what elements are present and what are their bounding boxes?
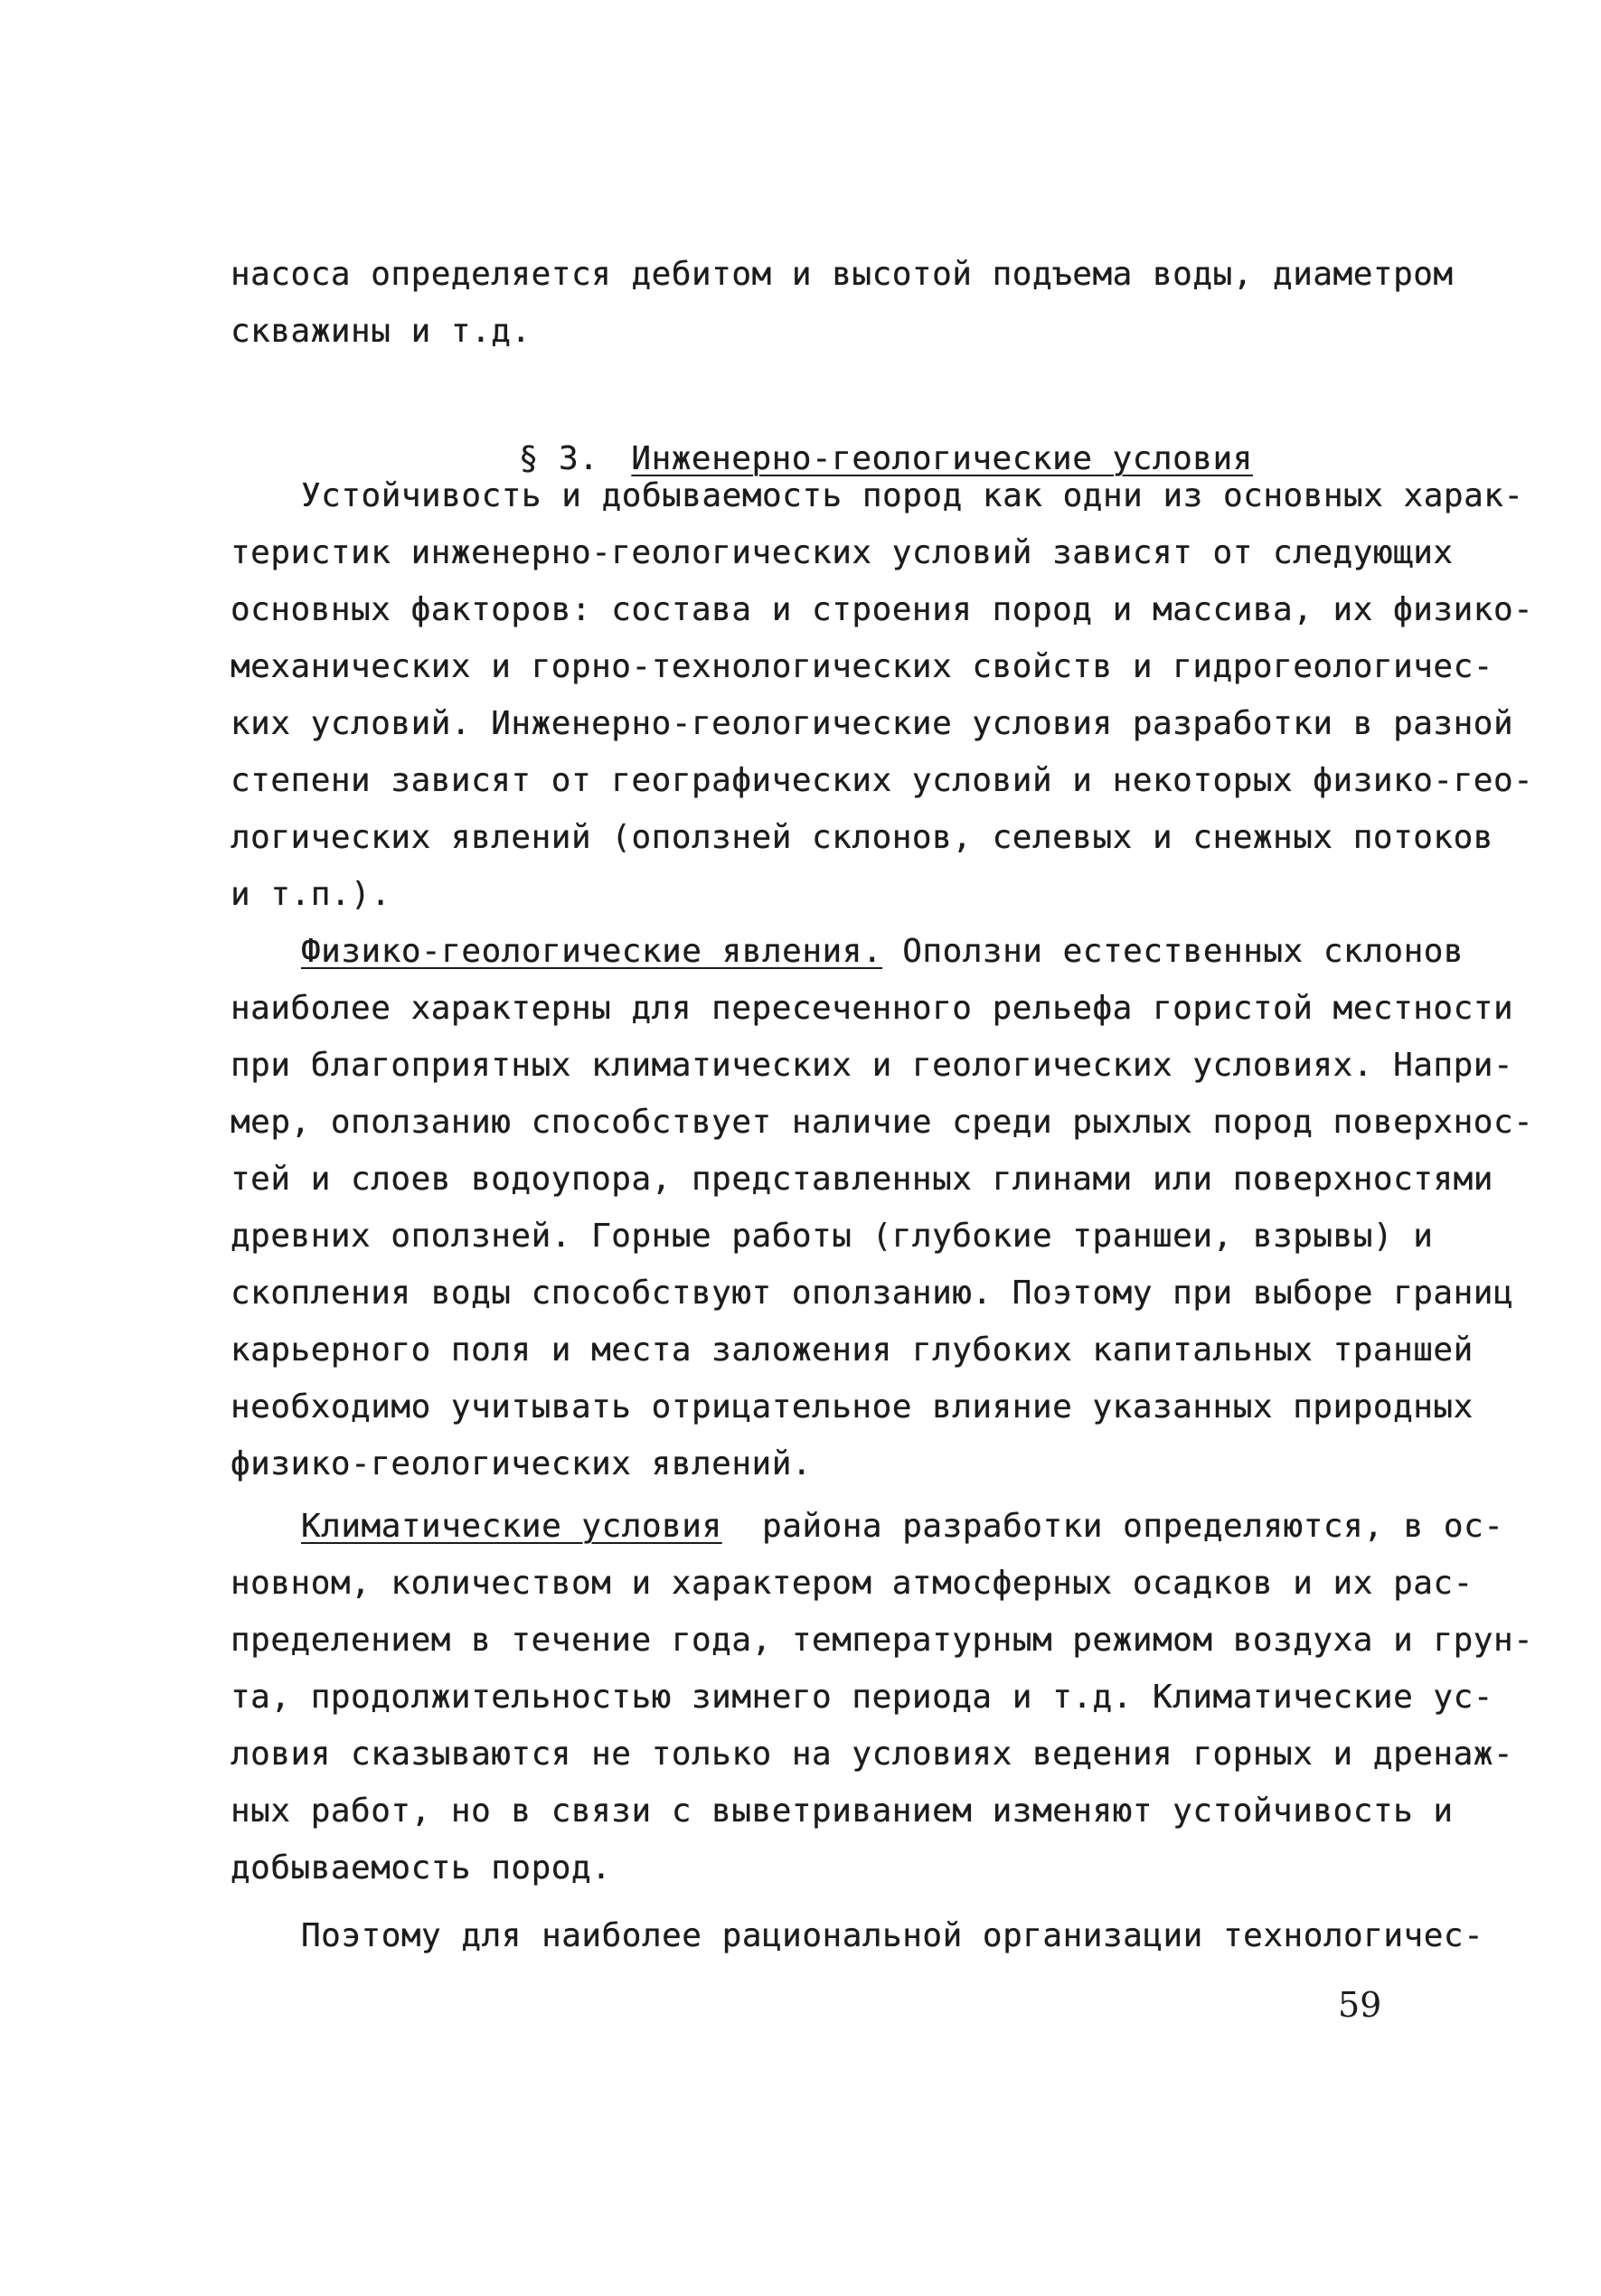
text-line: ловия сказываются не только на условиях ведения горных и дренаж-	[231, 1736, 1514, 1773]
text-line: при благоприятных климатических и геологических условиях. Напри-	[231, 1047, 1514, 1084]
term-underlined: Физико-геологические явления.	[301, 933, 883, 970]
section-number: § 3.	[518, 440, 599, 477]
text-line: ных работ, но в связи с выветриванием изменяют устойчивость и	[231, 1793, 1454, 1830]
text-line: Поэтому для наиболее рациональной организации технологичес-	[301, 1917, 1484, 1954]
text-line: мер, оползанию способствует наличие среди рыхлых пород поверхнос-	[231, 1104, 1534, 1141]
text-line: Устойчивость и добываемость пород как одни из основных харак-	[301, 477, 1524, 514]
text-line: пределением в течение года, температурным режимом воздуха и грун-	[231, 1622, 1534, 1659]
text-line: тей и слоев водоупора, представленных глинами или поверхностями	[231, 1161, 1493, 1198]
text-line: наиболее характерны для пересеченного рельефа гористой местности	[231, 990, 1514, 1027]
text-line: ких условий. Инженерно-геологические условия разработки в разной	[231, 705, 1514, 742]
text-line: и т.п.).	[231, 876, 391, 913]
text-fragment: района разработки определяются, в ос-	[762, 1508, 1504, 1545]
text-line: та, продолжительностью зимнего периода и т.д. Климатические ус-	[231, 1679, 1493, 1716]
text-line: необходимо учитывать отрицательное влияние указанных природных	[231, 1388, 1474, 1426]
text-line: скважины и т.д.	[231, 313, 532, 350]
term-underlined: Климатические условия	[301, 1508, 722, 1545]
text-fragment: Оползни естественных склонов	[902, 933, 1464, 970]
text-line: карьерного поля и места заложения глубоких капитальных траншей	[231, 1331, 1474, 1369]
text-line: насоса определяется дебитом и высотой подъема воды, диаметром	[231, 256, 1454, 293]
page-number: 59	[1338, 1985, 1382, 2025]
text-line: физико-геологических явлений.	[231, 1445, 813, 1482]
text-line: основных факторов: состава и строения пород и массива, их физико-	[231, 591, 1534, 628]
text-line: логических явлений (оползней склонов, селевых и снежных потоков	[231, 819, 1493, 856]
text-line: добываемость пород.	[231, 1849, 612, 1887]
text-line	[301, 1507, 1503, 1547]
text-line: механических и горно-технологических свойств и гидрогеологичес-	[231, 648, 1493, 685]
section-title: Инженерно-геологические условия	[631, 440, 1253, 477]
text-line: степени зависят от географических условий и некоторых физико-гео-	[231, 762, 1534, 799]
text-line: древних оползней. Горные работы (глубокие траншеи, взрывы) и	[231, 1218, 1434, 1255]
text-line: скопления воды способствуют оползанию. Поэтому при выборе границ	[231, 1275, 1514, 1312]
text-line: новном, количеством и характером атмосферных осадков и их рас-	[231, 1565, 1474, 1602]
text-line	[301, 932, 1464, 972]
text-line: теристик инженерно-геологических условий зависят от следующих	[231, 534, 1454, 571]
